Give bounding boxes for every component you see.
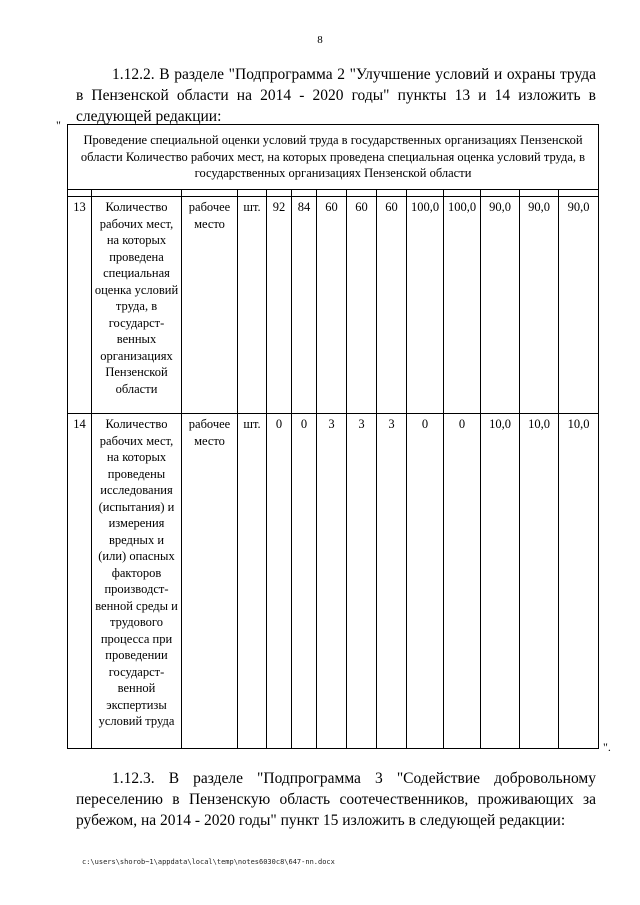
paragraph-1-12-3	[76, 768, 596, 831]
indicators-table	[67, 124, 599, 749]
page-number: 8	[317, 34, 323, 46]
table-spacer-row	[68, 190, 599, 197]
paragraph-1-12-2	[76, 64, 596, 127]
unit: рабочее место	[182, 414, 238, 749]
value-cell: 10,0	[481, 414, 520, 749]
measure: шт.	[238, 414, 267, 749]
value-cell: 3	[347, 414, 377, 749]
value-cell: 3	[317, 414, 347, 749]
value-cell: 0	[407, 414, 444, 749]
closing-quote: ".	[603, 740, 611, 754]
paragraph-1-12-3-text: 1.12.3. В разделе "Подпрограмма 3 "Содействие добровольному переселению в Пензенскую область соотечественников, проживающих за рубежом, на 2014 - 2020 годы" пункт 15 изложить в следующей редакции:	[76, 770, 596, 829]
opening-quote: "	[56, 118, 61, 132]
value-cell: 100,0	[444, 197, 481, 414]
value-cell: 60	[377, 197, 407, 414]
value-cell: 90,0	[481, 197, 520, 414]
value-cell: 10,0	[559, 414, 599, 749]
unit: рабочее место	[182, 197, 238, 414]
value-cell: 10,0	[520, 414, 559, 749]
table-row	[68, 414, 599, 749]
measure: шт.	[238, 197, 267, 414]
value-cell: 92	[267, 197, 292, 414]
row-number: 13	[68, 197, 92, 414]
value-cell: 100,0	[407, 197, 444, 414]
indicator-name: Количество рабочих мест, на которых проведена специальная оценка условий труда, в государст-венных организациях Пензенской области	[92, 197, 182, 414]
value-cell: 60	[317, 197, 347, 414]
value-cell: 60	[347, 197, 377, 414]
value-cell: 3	[377, 414, 407, 749]
row-number: 14	[68, 414, 92, 749]
indicator-name: Количество рабочих мест, на которых проведены исследования (испытания) и измерения вредных и (или) опасных факторов производст-венной среды и трудового процесса при проведении государст-венной экспертизы условий труда	[92, 414, 182, 749]
value-cell: 84	[292, 197, 317, 414]
value-cell: 90,0	[559, 197, 599, 414]
paragraph-1-12-2-text: 1.12.2. В разделе "Подпрограмма 2 "Улучшение условий и охраны труда в Пензенской области на 2014 - 2020 годы" пункты 13 и 14 изложить в следующей редакции:	[76, 66, 596, 125]
table-row	[68, 197, 599, 414]
value-cell: 0	[292, 414, 317, 749]
value-cell: 90,0	[520, 197, 559, 414]
table-section-header: Проведение специальной оценки условий труда в государственных организациях Пензенской области Количество рабочих мест, на которых проведена специальная оценка условий труда, в государственных организациях Пензенской области	[68, 125, 599, 190]
value-cell: 0	[444, 414, 481, 749]
footer-file-path: c:\users\shorob~1\appdata\local\temp\notes6030c8\647-nn.docx	[82, 858, 335, 866]
value-cell: 0	[267, 414, 292, 749]
